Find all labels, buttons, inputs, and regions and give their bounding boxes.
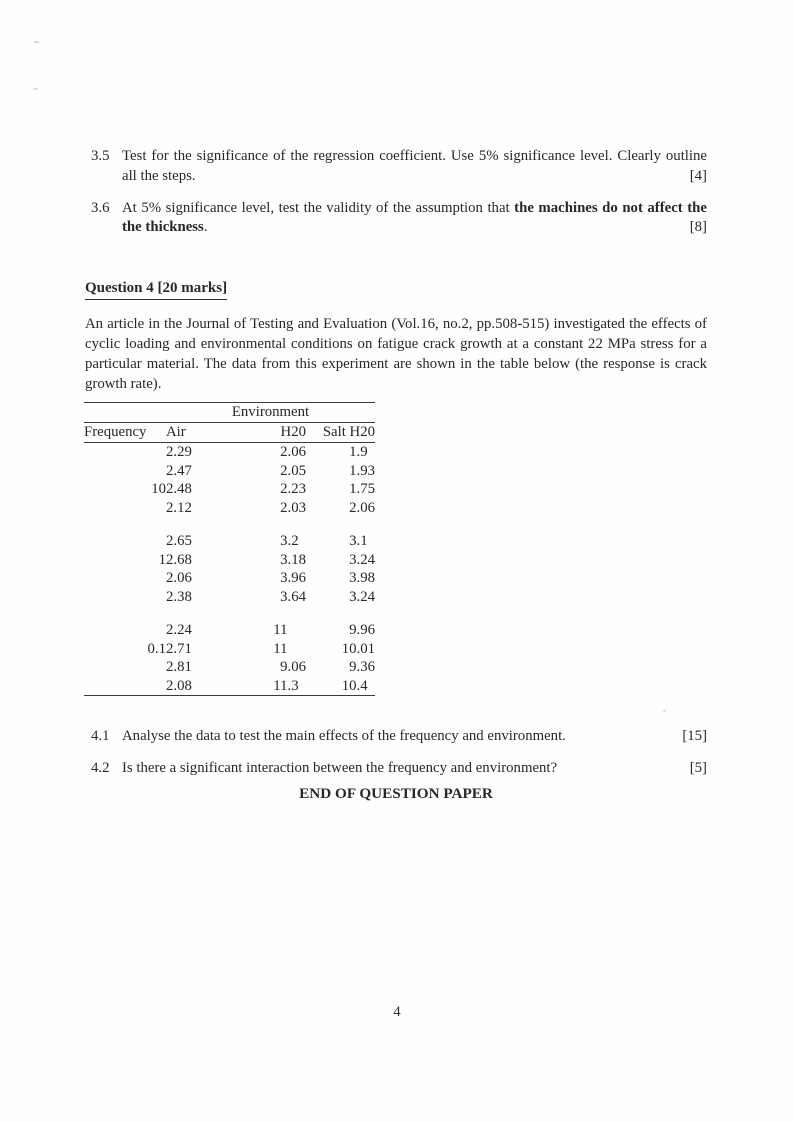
salt-h2o-cell: 10.01 [341,640,376,657]
table-group-spacer [84,606,375,621]
item-text-plain: At 5% significance level, test the validity of the assumption that [122,199,515,216]
empty-header-cell [84,403,166,423]
h2o-cell: 2.05 [280,462,306,479]
question-item-3-5 [85,147,707,187]
h2o-cell: 2.06 [280,444,306,460]
question-4-items [85,727,707,791]
table-row [84,569,375,588]
scan-artifact [33,88,38,90]
question-item-3-6 [85,199,707,239]
item-marks: [15] [682,728,707,744]
spacer-cell [84,517,375,532]
air-cell: 2.47 [166,462,192,479]
table-row [84,640,375,659]
h2o-cell: 3.96 [280,570,306,586]
salt-h2o-cell: 3.24 [349,588,376,605]
air-cell: 2.68 [166,551,192,568]
salt-h2o-cell: 3.1 [349,533,376,549]
item-text: Is there a significant interaction between the frequency and environment? [122,759,558,776]
item-number: 4.1 [91,728,110,744]
table-span-header: Environment [166,403,375,423]
table-span-header-row [84,403,375,423]
salt-h2o-cell: 1.75 [349,481,376,497]
question-3-items [85,147,707,250]
column-header-air: Air [166,423,240,443]
h2o-cell: 3.18 [280,551,306,568]
air-cell: 2.06 [166,570,192,586]
crack-growth-table-body [84,443,375,696]
frequency-cell: 1 [158,551,166,568]
air-cell: 2.48 [166,481,192,497]
question-item-4-2 [85,759,707,779]
table-row [84,480,375,499]
h2o-cell: 11.3 [240,677,306,696]
air-cell: 2.38 [166,588,192,605]
frequency-cell [84,569,166,588]
h2o-cell: 9.06 [280,659,306,675]
frequency-cell [84,532,166,551]
table-row [84,621,375,640]
end-of-paper-text: END OF QUESTION PAPER [299,785,493,802]
salt-h2o-cell: 3.24 [349,551,376,568]
h2o-cell: 2.03 [280,499,306,516]
question-4-heading: Question 4 [20 marks] [85,280,227,300]
table-row [84,532,375,551]
column-header-frequency: Frequency [84,423,166,443]
frequency-cell [84,621,166,640]
question-4-intro: An article in the Journal of Testing and Evaluation (Vol.16, no.2, pp.508-515) investigated the effects of cyclic loading and environmental conditions on fatigue crack growth at a constant 22 MPa stress for a particular material. The data from this experiment are shown in the table below (the response is crack growth rate). [85,316,707,392]
item-marks: [8] [689,219,707,236]
table-row [84,499,375,518]
frequency-cell: 0.1 [147,640,166,657]
salt-h2o-cell: 10.4 [306,677,375,696]
frequency-cell [84,499,166,518]
item-number: 3.6 [91,199,110,216]
item-text-bold: the machines do not affect the the thickness [122,199,707,236]
column-header-salt-h2o: Salt H20 [306,423,375,443]
item-number: 4.2 [91,759,110,776]
spacer-cell [84,606,375,621]
air-cell: 2.08 [166,677,240,696]
table-column-header-row [84,423,375,443]
item-marks: [4] [689,167,707,184]
h2o-cell: 11 [273,622,306,638]
h2o-cell: 2.23 [280,481,306,497]
frequency-cell [84,443,166,462]
frequency-cell [84,462,166,481]
item-text-plain: . [203,219,208,236]
table-row [84,551,375,570]
salt-h2o-cell: 1.9 [349,444,376,460]
salt-h2o-cell: 9.36 [349,659,376,675]
table-row [84,462,375,481]
item-marks: [5] [689,759,707,776]
table-group-spacer [84,517,375,532]
item-text [122,200,707,236]
item-text: Analyse the data to test the main effects of the frequency and environment. [122,728,566,744]
salt-h2o-cell: 3.98 [349,570,376,586]
question-item-4-1 [85,727,707,747]
table-row [84,677,375,696]
item-number: 3.5 [91,148,110,164]
frequency-cell [84,658,166,677]
air-cell: 2.24 [166,622,192,638]
air-cell: 2.65 [166,533,192,549]
salt-h2o-cell: 2.06 [349,499,376,516]
scan-artifact [34,41,39,43]
salt-h2o-cell: 1.93 [349,462,376,479]
crack-growth-table-wrap [84,402,375,696]
frequency-cell [84,588,166,607]
air-cell: 2.81 [166,659,192,675]
scan-artifact [663,710,666,712]
frequency-cell [84,677,166,696]
air-cell: 2.12 [166,499,192,516]
table-row [84,588,375,607]
column-header-h2o: H20 [240,423,306,443]
h2o-cell: 3.64 [280,588,306,605]
page-number: 4 [393,1004,401,1020]
frequency-cell: 10 [151,481,166,497]
table-row [84,443,375,462]
table-row [84,658,375,677]
item-text: Test for the significance of the regression coefficient. Use 5% significance level. Clearly outline all the steps. [122,148,707,184]
air-cell: 2.29 [166,444,192,460]
h2o-cell: 11 [273,640,306,657]
h2o-cell: 3.2 [280,533,306,549]
air-cell: 2.71 [166,640,192,657]
crack-growth-table [84,402,375,696]
salt-h2o-cell: 9.96 [349,622,376,638]
